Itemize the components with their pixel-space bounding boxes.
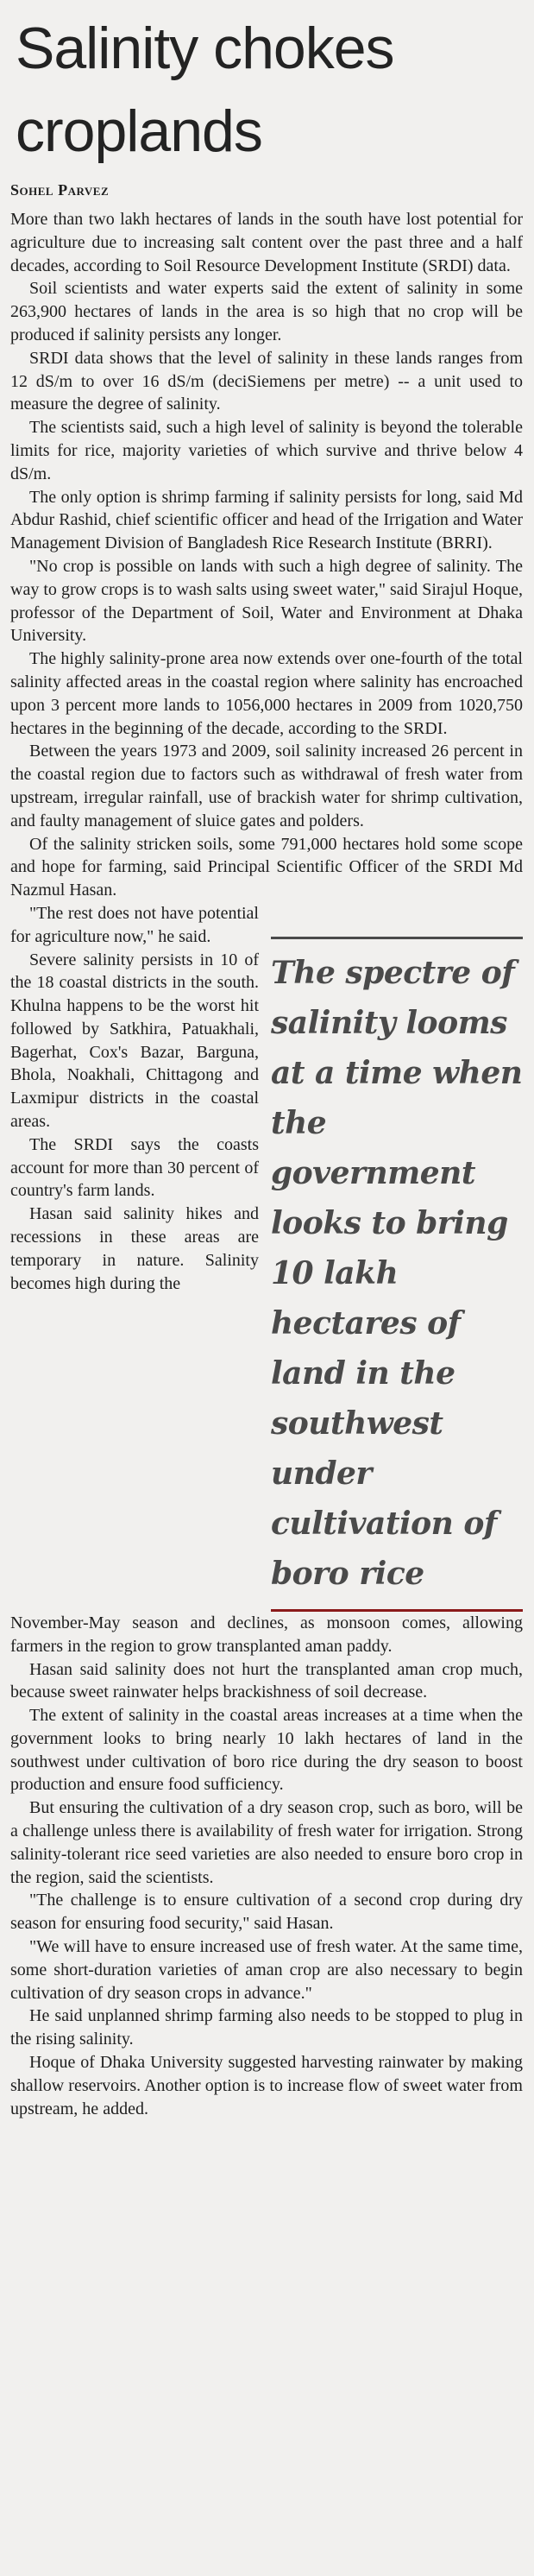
article-body [10, 208, 523, 2120]
paragraph: The SRDI says the coasts account for more than 30 percent of country's farm lands. [10, 1134, 259, 1201]
paragraph: "No crop is possible on lands with such a high degree of salinity. The way to grow crops is to wash salts using sweet water," said Sirajul Hoque, professor of the Department of Soil, Water and Environment at Dhaka University. [10, 556, 523, 646]
paragraph: He said unplanned shrimp farming also needs to be stopped to plug in the rising salinity. [10, 2006, 523, 2049]
headline-line-2: croplands [16, 98, 262, 164]
paragraph: SRDI data shows that the level of salinity in these lands ranges from 12 dS/m to over 16 dS/m (deciSiemens per metre) -- a unit used to measure the degree of salinity. [10, 348, 523, 414]
paragraph: The only option is shrimp farming if salinity persists for long, said Md Abdur Rashid, chief scientific officer and head of the Irrigation and Water Management Division of Bangladesh Rice Research Institute (BRRI). [10, 487, 523, 553]
pull-quote: The spectre of salinity looms at a time when the government looks to bring 10 lakh hectares of land in the southwest under cultivation of boro rice [271, 937, 523, 1612]
byline: Sohel Parvez [10, 181, 110, 199]
paragraph: Hasan said salinity hikes and recessions in these areas are temporary in nature. Salinity becomes high during the [10, 1204, 259, 1293]
paragraph: Hoque of Dhaka University suggested harvesting rainwater by making shallow reservoirs. Another option is to increase flow of sweet water from upstream, he added. [10, 2053, 523, 2118]
paragraph: The scientists said, such a high level of salinity is beyond the tolerable limits for rice, majority varieties of which survive and thrive below 4 dS/m. [10, 418, 523, 483]
paragraph: But ensuring the cultivation of a dry season crop, such as boro, will be a challenge unless there is availability of fresh water for irrigation. Strong salinity-tolerant rice seed varieties are also needed to ensure boro crop in the region, said the scientists. [10, 1798, 523, 1887]
narrow-column [10, 902, 259, 1612]
paragraph: Soil scientists and water experts said the extent of salinity in some 263,900 hectares of lands in the area is so high that no crop will be produced if salinity persists any longer. [10, 279, 523, 344]
paragraph: Severe salinity persists in 10 of the 18 coastal districts in the south. Khulna happens to be the worst hit followed by Satkhira, Patuakhali, Bagerhat, Cox's Bazar, Barguna, Bhola, Noakhali, Chittagong and Laxmipur districts in the coastal areas. [10, 950, 259, 1132]
paragraph: "The rest does not have potential for agriculture now," he said. [10, 903, 259, 946]
column-with-pull-quote [10, 902, 523, 1612]
paragraph: "We will have to ensure increased use of fresh water. At the same time, some short-duration varieties of aman crop are also necessary to begin cultivation of dry season crops in advance." [10, 1937, 523, 2003]
paragraph: Between the years 1973 and 2009, soil salinity increased 26 percent in the coastal region due to factors such as withdrawal of fresh water from upstream, irregular rainfall, use of brackish water for shrimp cultivation, and faulty management of sluice gates and polders. [10, 742, 523, 830]
paragraph: Of the salinity stricken soils, some 791,000 hectares hold some scope and hope for farming, said Principal Scientific Officer of the SRDI Md Nazmul Hasan. [10, 834, 523, 900]
paragraph-continuation: November-May season and declines, as monsoon comes, allowing farmers in the region to grow transplanted aman paddy. [10, 1613, 523, 1656]
paragraph: The extent of salinity in the coastal areas increases at a time when the government looks to bring nearly 10 lakh hectares of land in the southwest under cultivation of boro rice during the dry season to boost production and ensure food sufficiency. [10, 1706, 523, 1795]
paragraph: "The challenge is to ensure cultivation of a second crop during dry season for ensuring food security," said Hasan. [10, 1891, 523, 1934]
paragraph: More than two lakh hectares of lands in the south have lost potential for agriculture due to increasing salt content over the past three and a half decades, according to Soil Resource Development Institute (SRDI) data. [10, 210, 523, 275]
pull-quote-column [271, 902, 523, 1612]
news-article [10, 7, 523, 2120]
paragraph: The highly salinity-prone area now extends over one-fourth of the total salinity affected areas in the coastal region where salinity has encroached upon 3 percent more lands to 1056,000 hectares in 2009 from 1020,750 hectares in the beginning of the decade, according to the SRDI. [10, 649, 523, 738]
headline-line-1: Salinity chokes [16, 16, 394, 81]
headline [16, 7, 523, 173]
paragraph: Hasan said salinity does not hurt the transplanted aman crop much, because sweet rainwater helps brackishness of soil decrease. [10, 1659, 523, 1702]
